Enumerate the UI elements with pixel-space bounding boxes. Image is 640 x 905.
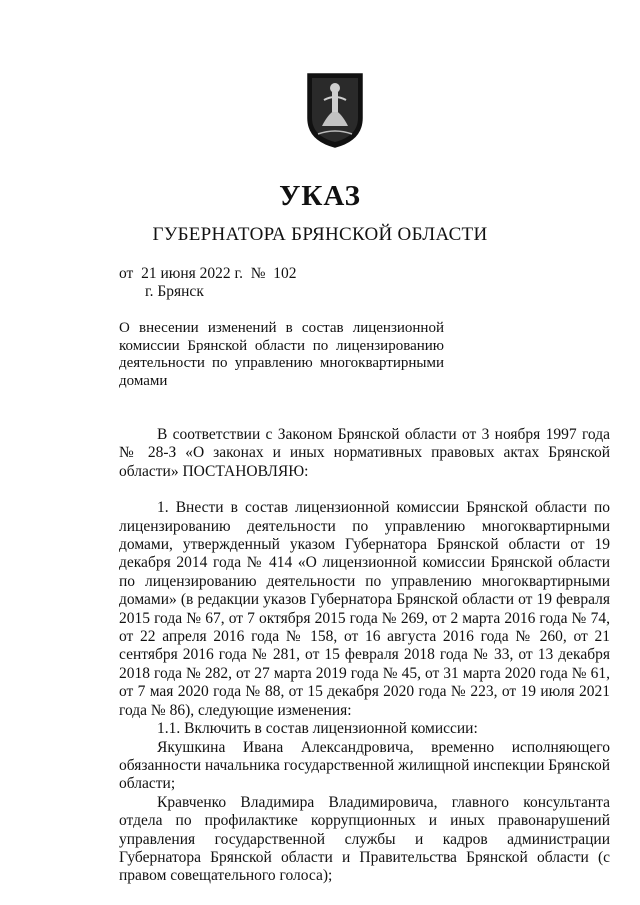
document-title: УКАЗ bbox=[279, 180, 361, 212]
item-1-1-paragraph: 1.1. Включить в состав лицензионной комиссии: bbox=[157, 720, 478, 738]
member-2-paragraph: Кравченко Владимира Владимировича, главного консультанта отдела по профилактике коррупционных и иных правонарушений управления государственной службы и кадров администрации Губернатора Брянской области и Правительства Брянской области (с правом совещательного голоса); bbox=[119, 793, 610, 885]
date-number-line: от 21 июня 2022 г. № 102 bbox=[119, 265, 297, 282]
coat-of-arms-icon bbox=[304, 70, 366, 150]
member-1-paragraph: Якушкина Ивана Александровича, временно исполняющего обязанности начальника государственной жилищной инспекции Брянской области; bbox=[119, 738, 610, 793]
document-heading: О внесении изменений в состав лицензионной комиссии Брянской области по лицензированию деятельности по управлению многоквартирными домами bbox=[119, 320, 444, 389]
city-name: г. Брянск bbox=[145, 283, 204, 300]
item-1-paragraph: 1. Внести в состав лицензионной комиссии Брянской области по лицензированию деятельности по управлению многоквартирными домами, утвержденный указом Губернатора Брянской области от 19 декабря 2014 года № 414 «О лицензионной комиссии Брянской области по лицензированию деятельности по управлению многоквартирными домами» (в редакции указов Губернатора Брянской области от 19 февраля 2015 года № 67, от 7 октября 2015 года № 269, от 2 марта 2016 года № 74, от 22 апреля 2016 года № 158, от 16 августа 2016 года № 260, от 21 сентября 2016 года № 281, от 15 февраля 2018 года № 33, от 13 декабря 2018 года № 282, от 27 марта 2019 года № 45, от 31 марта 2020 года № 61, от 7 мая 2020 года № 88, от 15 декабря 2020 года № 223, от 19 июля 2021 года № 86), следующие изменения: bbox=[119, 499, 610, 719]
document-subtitle: ГУБЕРНАТОРА БРЯНСКОЙ ОБЛАСТИ bbox=[152, 224, 488, 245]
document-body bbox=[119, 426, 610, 886]
preamble-paragraph: В соответствии с Законом Брянской области от 3 ноября 1997 года № 28-З «О законах и иных нормативных правовых актах Брянской области» ПОСТАНОВЛЯЮ: bbox=[119, 426, 610, 480]
